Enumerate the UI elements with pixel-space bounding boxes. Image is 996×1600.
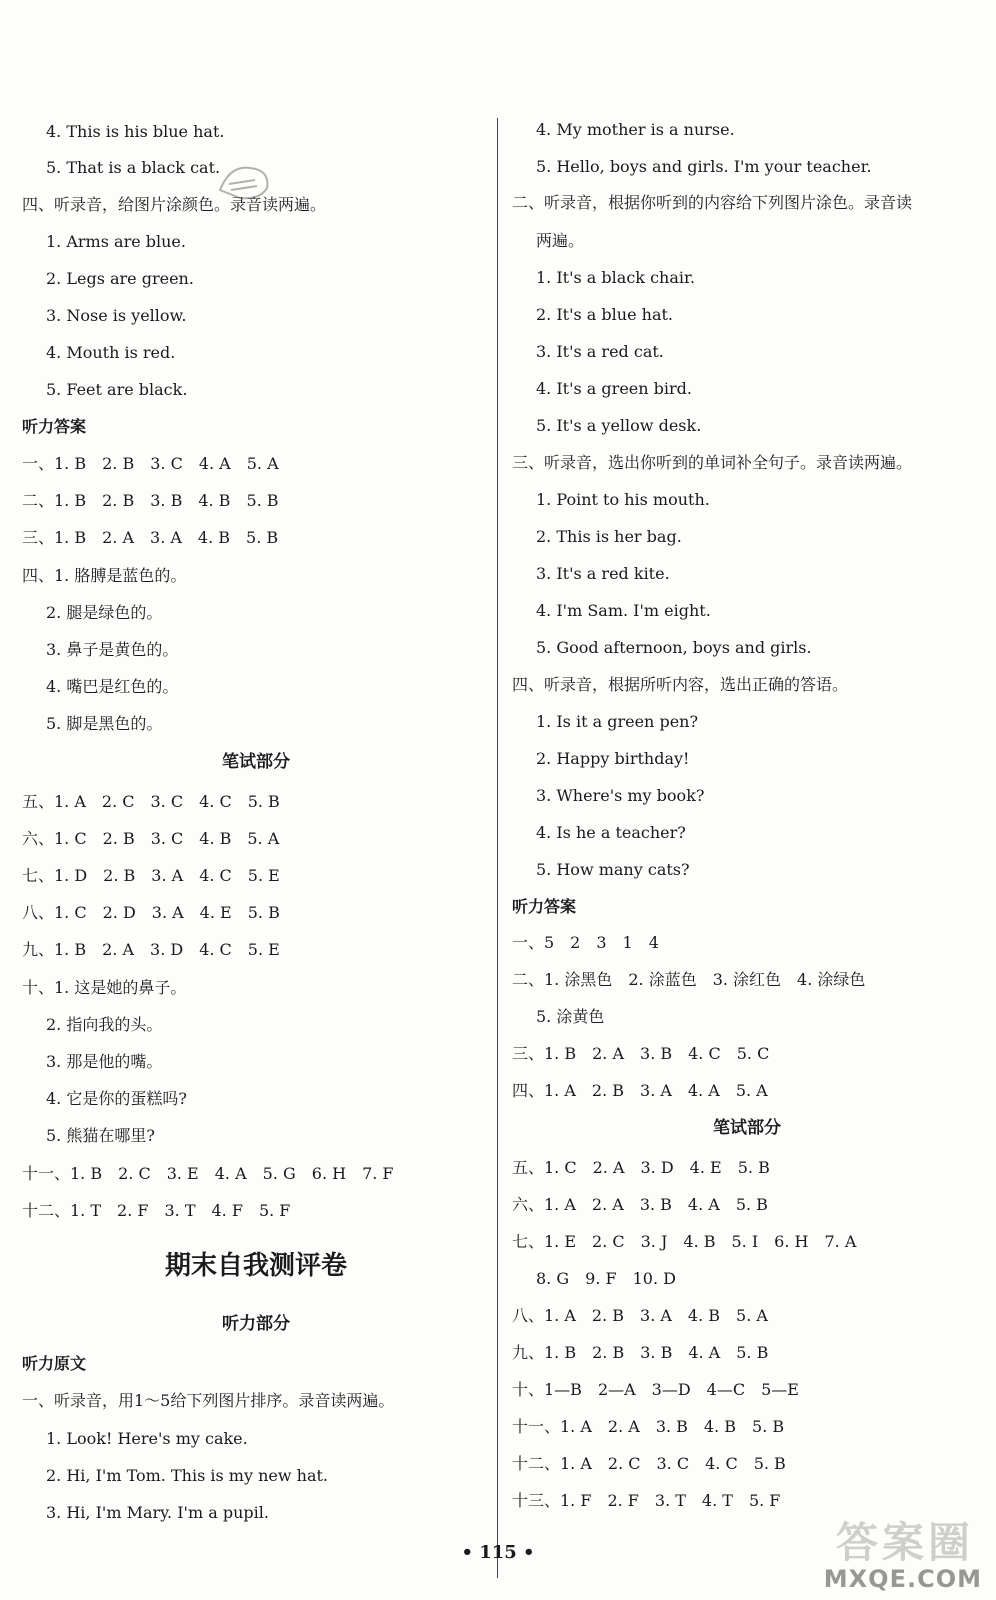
- text-line: 2. 腿是绿色的。: [46, 603, 163, 622]
- text-line: 三、1. B 2. A 3. A 4. B 5. B: [22, 528, 279, 547]
- text-line: 九、1. B 2. B 3. B 4. A 5. B: [512, 1343, 769, 1362]
- section-heading: 听力原文: [22, 1354, 87, 1373]
- text-line: 3. It's a red kite.: [536, 564, 670, 583]
- stamp-mark-icon: [215, 160, 275, 204]
- section-heading: 笔试部分: [713, 1118, 781, 1138]
- text-line: 5. That is a black cat.: [46, 158, 221, 177]
- text-line: 七、1. E 2. C 3. J 4. B 5. I 6. H 7. A: [512, 1232, 857, 1251]
- section-heading: 听力答案: [22, 417, 87, 436]
- text-line: 五、1. A 2. C 3. C 4. C 5. B: [22, 792, 280, 811]
- text-line: 四、听录音，根据所听内容，选出正确的答语。: [512, 675, 849, 694]
- text-line: 2. It's a blue hat.: [536, 305, 673, 324]
- text-line: 五、1. C 2. A 3. D 4. E 5. B: [512, 1158, 770, 1177]
- text-line: 十三、1. F 2. F 3. T 4. T 5. F: [512, 1491, 781, 1510]
- text-line: 二、1. 涂黑色 2. 涂蓝色 3. 涂红色 4. 涂绿色: [512, 970, 866, 989]
- section-heading: 笔试部分: [222, 752, 290, 772]
- text-line: 4. My mother is a nurse.: [536, 120, 735, 139]
- text-line: 1. Look! Here's my cake.: [46, 1429, 248, 1448]
- text-line: 2. Happy birthday!: [536, 749, 690, 768]
- text-line: 十、1—B 2—A 3—D 4—C 5—E: [512, 1380, 799, 1399]
- text-line: 三、听录音，选出你听到的单词补全句子。录音读两遍。: [512, 453, 913, 472]
- text-line: 3. Where's my book?: [536, 786, 705, 805]
- text-line: 六、1. A 2. A 3. B 4. A 5. B: [512, 1195, 768, 1214]
- text-line: 九、1. B 2. A 3. D 4. C 5. E: [22, 940, 280, 959]
- text-line: 2. Hi, I'm Tom. This is my new hat.: [46, 1466, 328, 1485]
- text-line: 十、1. 这是她的鼻子。: [22, 978, 187, 997]
- text-line: 2. Legs are green.: [46, 269, 194, 288]
- section-heading: 期末自我测评卷: [164, 1251, 347, 1281]
- text-line: 一、听录音，用1～5给下列图片排序。录音读两遍。: [22, 1391, 395, 1410]
- text-line: 5. Good afternoon, boys and girls.: [536, 638, 812, 657]
- text-line: 二、听录音，根据你听到的内容给下列图片涂色。录音读: [512, 193, 913, 212]
- text-line: 十二、1. T 2. F 3. T 4. F 5. F: [22, 1201, 291, 1220]
- text-line: 七、1. D 2. B 3. A 4. C 5. E: [22, 866, 280, 885]
- text-line: 2. 指向我的头。: [46, 1015, 163, 1034]
- text-line: 四、1. A 2. B 3. A 4. A 5. A: [512, 1081, 768, 1100]
- text-line: 1. Is it a green pen?: [536, 712, 699, 731]
- text-line: 5. How many cats?: [536, 860, 690, 879]
- text-line: 4. It's a green bird.: [536, 379, 692, 398]
- text-line: 5. 涂黄色: [536, 1007, 605, 1026]
- text-line: 3. 那是他的嘴。: [46, 1052, 163, 1071]
- text-line: 四、1. 胳膊是蓝色的。: [22, 566, 187, 585]
- text-line: 4. Is he a teacher?: [536, 823, 686, 842]
- text-line: 十一、1. A 2. A 3. B 4. B 5. B: [512, 1417, 785, 1436]
- watermark-url: MXQE.COM: [823, 1565, 982, 1593]
- text-line: 三、1. B 2. A 3. B 4. C 5. C: [512, 1044, 770, 1063]
- text-line: 3. It's a red cat.: [536, 342, 664, 361]
- text-line: 1. Arms are blue.: [46, 232, 186, 251]
- text-line: 十二、1. A 2. C 3. C 4. C 5. B: [512, 1454, 786, 1473]
- section-heading: 听力答案: [512, 897, 577, 916]
- text-line: 二、1. B 2. B 3. B 4. B 5. B: [22, 491, 279, 510]
- text-line: 八、1. C 2. D 3. A 4. E 5. B: [22, 903, 280, 922]
- watermark-logo: 答案圈: [835, 1518, 974, 1567]
- text-line: 5. Hello, boys and girls. I'm your teacher.: [536, 157, 872, 176]
- section-heading: 听力部分: [222, 1314, 290, 1334]
- text-line: 四、听录音，给图片涂颜色。录音读两遍。: [22, 195, 327, 214]
- text-line: 3. Nose is yellow.: [46, 306, 187, 325]
- text-line: 5. 脚是黑色的。: [46, 714, 163, 733]
- text-line: 3. Hi, I'm Mary. I'm a pupil.: [46, 1503, 269, 1522]
- text-line: 4. Mouth is red.: [46, 343, 176, 362]
- text-line: 2. This is her bag.: [536, 527, 682, 546]
- text-line: 8. G 9. F 10. D: [536, 1269, 676, 1288]
- text-line: 两遍。: [536, 231, 585, 250]
- text-line: 4. 嘴巴是红色的。: [46, 677, 179, 696]
- text-line: 4. This is his blue hat.: [46, 122, 225, 141]
- text-line: 1. Point to his mouth.: [536, 490, 710, 509]
- column-divider: [497, 118, 498, 1578]
- text-line: 4. I'm Sam. I'm eight.: [536, 601, 711, 620]
- text-line: 十一、1. B 2. C 3. E 4. A 5. G 6. H 7. F: [22, 1164, 394, 1183]
- text-line: 3. 鼻子是黄色的。: [46, 640, 179, 659]
- text-line: 5. Feet are black.: [46, 380, 188, 399]
- text-line: 1. It's a black chair.: [536, 268, 695, 287]
- text-line: 一、1. B 2. B 3. C 4. A 5. A: [22, 454, 279, 473]
- page-number: • 115 •: [461, 1542, 535, 1563]
- text-line: 5. 熊猫在哪里?: [46, 1126, 155, 1145]
- text-line: 六、1. C 2. B 3. C 4. B 5. A: [22, 829, 280, 848]
- text-line: 4. 它是你的蛋糕吗?: [46, 1089, 187, 1108]
- text-line: 5. It's a yellow desk.: [536, 416, 702, 435]
- text-line: 一、5 2 3 1 4: [512, 933, 659, 952]
- text-line: 八、1. A 2. B 3. A 4. B 5. A: [512, 1306, 768, 1325]
